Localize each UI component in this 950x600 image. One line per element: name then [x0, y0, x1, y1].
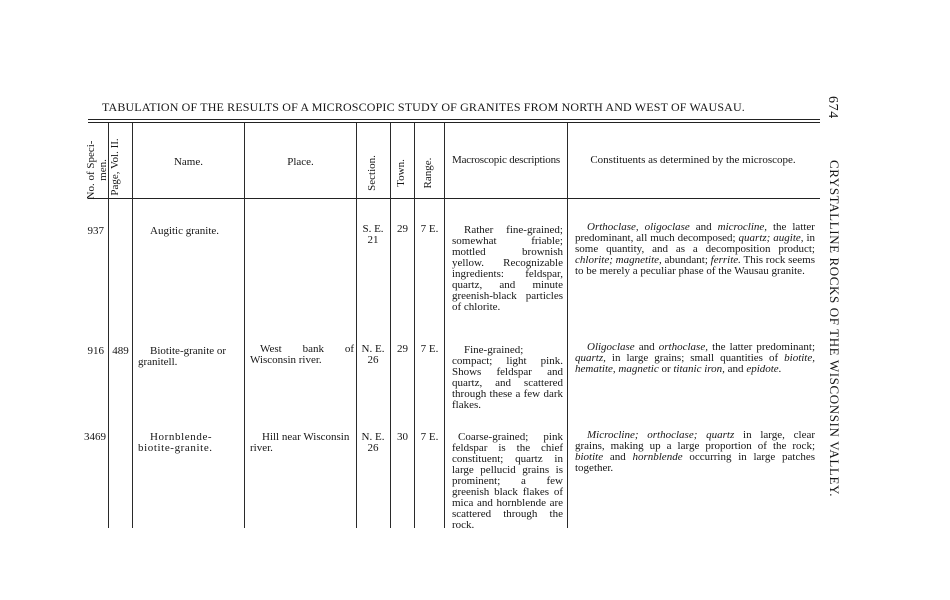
header-range: Range. [422, 157, 434, 189]
page-number: 674 [825, 96, 840, 119]
header-place: Place. [287, 156, 314, 168]
table-row-range: 7 E. [420, 223, 439, 235]
column-divider [390, 123, 391, 528]
table-row-place: West bank of Wisconsin river. [250, 343, 354, 366]
header-microscopic: Constituents as determined by the microscope. [590, 154, 796, 166]
table-row-specimen-no: 916 [87, 345, 104, 357]
column-divider [132, 123, 133, 528]
table-row-town: 29 [397, 343, 408, 355]
table-row-macroscopic: Rather fine-grained; somewhat friable; mottled brownish yellow. Recognizable ingredients: feldspar, quartz, and minute greenish-black particles of chlorite. [452, 224, 563, 313]
table-row-town: 30 [397, 431, 408, 443]
header-macroscopic: Macroscopic descriptions [452, 154, 560, 166]
table-row-specimen-no: 3469 [84, 431, 106, 443]
table-row-macroscopic: Fine-grained; compact; light pink. Shows feldspar and quartz, and scattered through these a few dark flakes. [452, 344, 563, 411]
table-row-section: N. E. 26 [361, 343, 385, 366]
table-row-range: 7 E. [420, 431, 439, 443]
header-rule-top-2 [88, 122, 820, 123]
table-row-macroscopic: Coarse-grained; pink feldspar is the chief constituent; quartz in large pellucid grains is prominent; a few greenish black flakes of mica and hornblende are scattered through the rock. [452, 431, 563, 531]
side-title: CRYSTALLINE ROCKS OF THE WISCONSIN VALLEY. [827, 160, 842, 498]
table-row-specimen-no: 937 [87, 225, 104, 237]
header-specimen: No. of Speci- men. [85, 140, 109, 200]
header-town: Town. [395, 159, 407, 187]
table-row-page: 489 [112, 345, 129, 357]
column-divider [414, 123, 415, 528]
table-row-town: 29 [397, 223, 408, 235]
column-divider [356, 123, 357, 528]
table-row-microscopic: Orthoclase, oligoclase and microcline, the latter predominant, all much decomposed; quartz; augite, in some quantity, and as a decomposition product; chlorite; magnetite, abundant; ferrite. This rock seems to be merely a peculiar phase of the Wausau granite. [575, 221, 816, 277]
table-row-microscopic: Microcline; orthoclase; quartz in large, clear grains, making up a large proportion of the rock; biotite and hornblende occurring in large patches together. [575, 429, 816, 474]
table-row-place: Hill near Wisconsin river. [250, 431, 350, 454]
table-row-name: Hornblende-biotite-granite. [138, 431, 213, 454]
header-rule-bottom [88, 198, 820, 199]
header-rule-top [88, 119, 820, 120]
table-row-name: Augitic granite. [150, 225, 220, 237]
header-section: Section. [366, 155, 378, 191]
header-page: Page, Vol. II. [109, 138, 121, 196]
table-row-section: S. E. 21 [362, 223, 384, 246]
column-divider [567, 123, 568, 528]
header-name: Name. [173, 156, 203, 168]
table-row-section: N. E. 26 [361, 431, 385, 454]
table-row-range: 7 E. [420, 343, 439, 355]
column-divider [244, 123, 245, 528]
page-title: TABULATION OF THE RESULTS OF A MICROSCOPIC STUDY OF GRANITES FROM NORTH AND WEST OF WAUSAU. [102, 100, 745, 114]
column-divider [444, 123, 445, 528]
table-row-name: Biotite-granite or granitell. [138, 345, 227, 368]
table-row-microscopic: Oligoclase and orthoclase, the latter predominant; quartz, in large grains; small quantities of biotite, hematite, magnetic or titanic iron, and epidote. [575, 341, 815, 375]
